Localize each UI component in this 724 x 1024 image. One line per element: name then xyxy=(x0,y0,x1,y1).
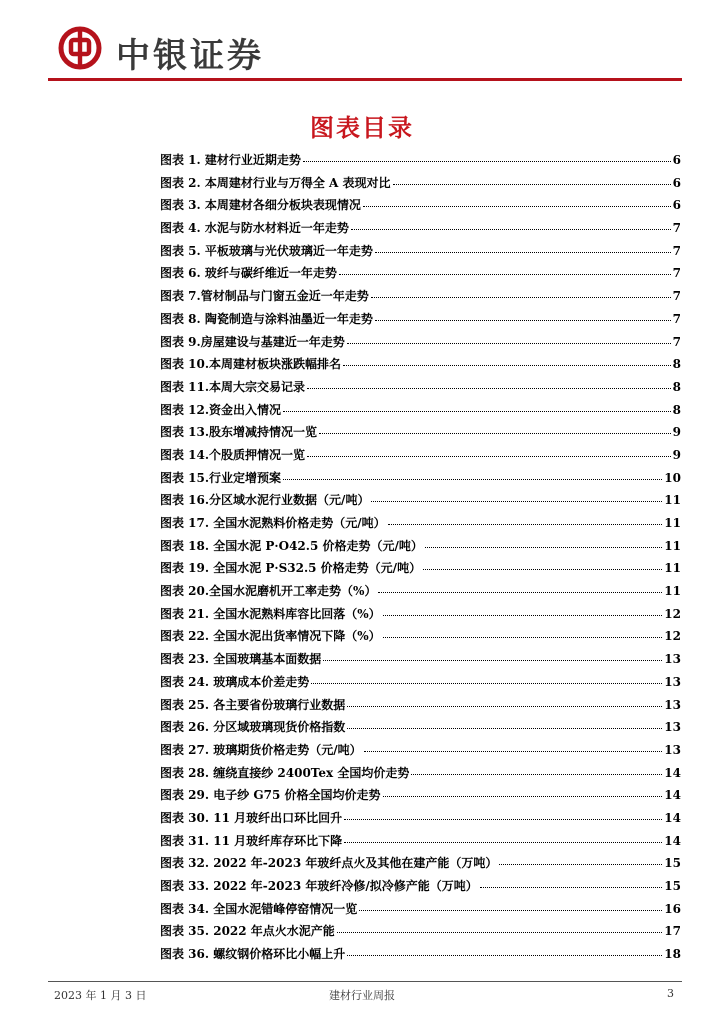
toc-entry-page: 15 xyxy=(664,856,681,871)
toc-entry-label: 图表 17. 全国水泥熟料价格走势（元/吨） xyxy=(160,516,386,530)
toc-leader-dots xyxy=(383,615,663,616)
toc-entry-page: 11 xyxy=(664,538,681,553)
toc-entry-page: 13 xyxy=(664,674,681,689)
footer-page-number: 3 xyxy=(667,987,674,1000)
toc-entry[interactable] xyxy=(160,718,681,741)
page-header xyxy=(48,18,688,78)
toc-entry[interactable] xyxy=(160,696,681,719)
toc-leader-dots xyxy=(371,297,671,298)
toc-entry-page: 13 xyxy=(664,697,681,712)
toc-entry[interactable] xyxy=(160,174,681,197)
toc-entry-page: 14 xyxy=(664,833,681,848)
toc-entry-page: 14 xyxy=(664,765,681,780)
toc-entry[interactable] xyxy=(160,922,681,945)
toc-entry-label: 图表 31. 11 月玻纤库存环比下降 xyxy=(160,833,343,848)
toc-entry-label: 图表 4. 水泥与防水材料近一年走势 xyxy=(160,221,349,236)
toc-entry-page: 13 xyxy=(664,720,681,735)
toc-leader-dots xyxy=(371,501,662,502)
toc-entry-label: 图表 1. 建材行业近期走势 xyxy=(160,153,301,167)
toc-leader-dots xyxy=(347,343,671,344)
toc-leader-dots xyxy=(499,864,662,865)
toc-entry-label: 图表 25. 各主要省份玻璃行业数据 xyxy=(160,697,346,712)
toc-entry-label: 图表 10.本周建材板块涨跌幅排名 xyxy=(160,357,342,372)
toc-entry[interactable] xyxy=(160,378,681,401)
toc-entry[interactable] xyxy=(160,832,681,855)
toc-leader-dots xyxy=(339,274,671,275)
toc-entry[interactable] xyxy=(160,333,681,356)
toc-entry-label: 图表 29. 电子纱 G75 价格全国均价走势 xyxy=(160,788,381,803)
toc-entry-label: 图表 27. 玻璃期货价格走势（元/吨） xyxy=(160,742,362,757)
toc-leader-dots xyxy=(375,252,671,253)
toc-entry[interactable] xyxy=(160,741,681,764)
toc-entry[interactable] xyxy=(160,151,681,174)
toc-entry-label: 图表 35. 2022 年点火水泥产能 xyxy=(160,924,335,939)
toc-entry-page: 7 xyxy=(672,243,681,258)
toc-entry-page: 11 xyxy=(664,516,681,530)
toc-entry-page: 8 xyxy=(672,357,681,372)
toc-leader-dots xyxy=(347,955,662,956)
toc-entry-label: 图表 16.分区域水泥行业数据（元/吨） xyxy=(160,493,370,508)
toc-leader-dots xyxy=(363,206,671,207)
toc-entry-page: 14 xyxy=(664,788,681,803)
toc-entry[interactable] xyxy=(160,264,681,287)
toc-leader-dots xyxy=(343,365,671,366)
toc-leader-dots xyxy=(393,184,671,185)
toc-entry[interactable] xyxy=(160,446,681,469)
toc-entry-label: 图表 26. 分区域玻璃现货价格指数 xyxy=(160,720,346,735)
toc-entry-page: 11 xyxy=(664,493,681,508)
toc-entry-page: 13 xyxy=(664,742,681,757)
toc-leader-dots xyxy=(347,706,662,707)
toc-entry[interactable] xyxy=(160,877,681,900)
toc-entry-page: 6 xyxy=(672,153,681,167)
toc-entry-label: 图表 18. 全国水泥 P·O42.5 价格走势（元/吨） xyxy=(160,538,423,553)
toc-entry-label: 图表 7.管材制品与门窗五金近一年走势 xyxy=(160,289,369,304)
toc-entry[interactable] xyxy=(160,355,681,378)
toc-entry-label: 图表 3. 本周建材各细分板块表现情况 xyxy=(160,198,361,213)
toc-leader-dots xyxy=(425,547,662,548)
toc-entry-label: 图表 9.房屋建设与基建近一年走势 xyxy=(160,334,345,349)
toc-entry-label: 图表 28. 缠绕直接纱 2400Tex 全国均价走势 xyxy=(160,765,410,780)
footer-divider xyxy=(48,981,682,982)
toc-entry-page: 17 xyxy=(664,924,681,939)
toc-entry[interactable] xyxy=(160,423,681,446)
toc-entry-label: 图表 30. 11 月玻纤出口环比回升 xyxy=(160,810,343,825)
toc-leader-dots xyxy=(303,161,671,162)
toc-leader-dots xyxy=(351,229,671,230)
toc-entry-page: 6 xyxy=(672,198,681,213)
toc-entry-label: 图表 34. 全国水泥错峰停窑情况一览 xyxy=(160,901,358,916)
toc-entry[interactable] xyxy=(160,469,681,492)
toc-leader-dots xyxy=(307,456,671,457)
toc-entry-label: 图表 20.全国水泥磨机开工率走势（%） xyxy=(160,584,377,599)
toc-leader-dots xyxy=(337,932,662,933)
toc-entry[interactable] xyxy=(160,537,681,560)
toc-entry-page: 18 xyxy=(664,947,681,962)
toc-entry-label: 图表 5. 平板玻璃与光伏玻璃近一年走势 xyxy=(160,243,373,258)
toc-entry-page: 6 xyxy=(672,175,681,190)
toc-leader-dots xyxy=(388,524,663,525)
toc-entry-label: 图表 2. 本周建材行业与万得全 A 表现对比 xyxy=(160,175,391,190)
toc-leader-dots xyxy=(344,819,662,820)
toc-entry[interactable] xyxy=(160,559,681,582)
toc-entry-page: 7 xyxy=(672,334,681,349)
toc-entry[interactable] xyxy=(160,627,681,650)
toc-leader-dots xyxy=(383,796,663,797)
toc-leader-dots xyxy=(364,751,663,752)
toc-entry[interactable] xyxy=(160,854,681,877)
toc-leader-dots xyxy=(319,433,671,434)
toc-entry[interactable] xyxy=(160,605,681,628)
brand-name: 中银证券 xyxy=(116,36,264,76)
toc-entry-page: 7 xyxy=(672,221,681,236)
toc-entry-label: 图表 19. 全国水泥 P·S32.5 价格走势（元/吨） xyxy=(160,561,422,576)
footer-report-type: 建材行业周报 xyxy=(329,989,395,1002)
toc-entry-label: 图表 24. 玻璃成本价差走势 xyxy=(160,674,310,689)
toc-entry-page: 7 xyxy=(672,266,681,281)
toc-entry[interactable] xyxy=(160,786,681,809)
page-title: 图表目录 xyxy=(310,114,414,142)
toc-entry-label: 图表 12.资金出入情况 xyxy=(160,402,282,417)
toc-entry-label: 图表 15.行业定增预案 xyxy=(160,470,282,485)
toc-entry-label: 图表 11.本周大宗交易记录 xyxy=(160,379,306,394)
toc-leader-dots xyxy=(347,728,662,729)
toc-leader-dots xyxy=(375,320,671,321)
toc-entry[interactable] xyxy=(160,310,681,333)
toc-entry-label: 图表 8. 陶瓷制造与涂料油墨近一年走势 xyxy=(160,311,373,326)
toc-leader-dots xyxy=(378,592,662,593)
toc-leader-dots xyxy=(344,842,662,843)
toc-entry-label: 图表 23. 全国玻璃基本面数据 xyxy=(160,652,322,667)
toc-entry-page: 11 xyxy=(664,584,681,599)
toc-entry[interactable] xyxy=(160,491,681,514)
toc-entry-page: 16 xyxy=(664,901,681,916)
toc-entry[interactable] xyxy=(160,945,681,968)
toc-entry-page: 10 xyxy=(664,470,681,485)
toc-entry-page: 9 xyxy=(672,425,681,440)
toc-entry-label: 图表 36. 螺纹钢价格环比小幅上升 xyxy=(160,947,346,962)
toc-entry[interactable] xyxy=(160,673,681,696)
toc-entry-page: 9 xyxy=(672,447,681,462)
toc-entry-label: 图表 32. 2022 年-2023 年玻纤点火及其他在建产能（万吨） xyxy=(160,856,498,871)
toc-leader-dots xyxy=(283,411,671,412)
toc-leader-dots xyxy=(359,910,662,911)
bank-of-china-logo-icon xyxy=(58,26,102,70)
toc-entry[interactable] xyxy=(160,196,681,219)
toc-leader-dots xyxy=(311,683,662,684)
toc-entry-page: 15 xyxy=(664,879,681,893)
toc-entry-label: 图表 33. 2022 年-2023 年玻纤冷修/拟冷修产能（万吨） xyxy=(160,879,478,893)
toc-entry-label: 图表 22. 全国水泥出货率情况下降（%） xyxy=(160,629,381,644)
toc-entry-page: 8 xyxy=(672,402,681,417)
toc-entry[interactable] xyxy=(160,401,681,424)
toc-leader-dots xyxy=(307,388,671,389)
toc-entry[interactable] xyxy=(160,582,681,605)
toc-entry-page: 14 xyxy=(664,810,681,825)
toc-leader-dots xyxy=(283,479,662,480)
table-of-figures xyxy=(160,151,681,968)
toc-entry-page: 7 xyxy=(672,311,681,326)
toc-entry-page: 8 xyxy=(672,379,681,394)
toc-entry[interactable] xyxy=(160,242,681,265)
toc-entry-page: 11 xyxy=(664,561,681,576)
toc-entry-page: 12 xyxy=(664,606,681,621)
toc-entry-label: 图表 13.股东增减持情况一览 xyxy=(160,425,318,440)
toc-entry[interactable] xyxy=(160,287,681,310)
header-divider xyxy=(48,78,682,81)
toc-entry[interactable] xyxy=(160,650,681,673)
toc-entry-page: 7 xyxy=(672,289,681,304)
toc-entry-label: 图表 6. 玻纤与碳纤维近一年走势 xyxy=(160,266,337,281)
toc-leader-dots xyxy=(383,637,663,638)
toc-leader-dots xyxy=(411,774,662,775)
toc-entry[interactable] xyxy=(160,219,681,242)
toc-entry[interactable] xyxy=(160,809,681,832)
toc-entry-label: 图表 14.个股质押情况一览 xyxy=(160,447,306,462)
toc-leader-dots xyxy=(480,887,663,888)
toc-entry-page: 12 xyxy=(664,629,681,644)
toc-entry-page: 13 xyxy=(664,652,681,667)
toc-entry[interactable] xyxy=(160,900,681,923)
toc-entry-label: 图表 21. 全国水泥熟料库容比回落（%） xyxy=(160,606,381,621)
toc-entry[interactable] xyxy=(160,764,681,787)
footer-date: 2023 年 1 月 3 日 xyxy=(54,989,147,1002)
toc-leader-dots xyxy=(323,660,662,661)
toc-leader-dots xyxy=(423,569,662,570)
toc-entry[interactable] xyxy=(160,514,681,537)
